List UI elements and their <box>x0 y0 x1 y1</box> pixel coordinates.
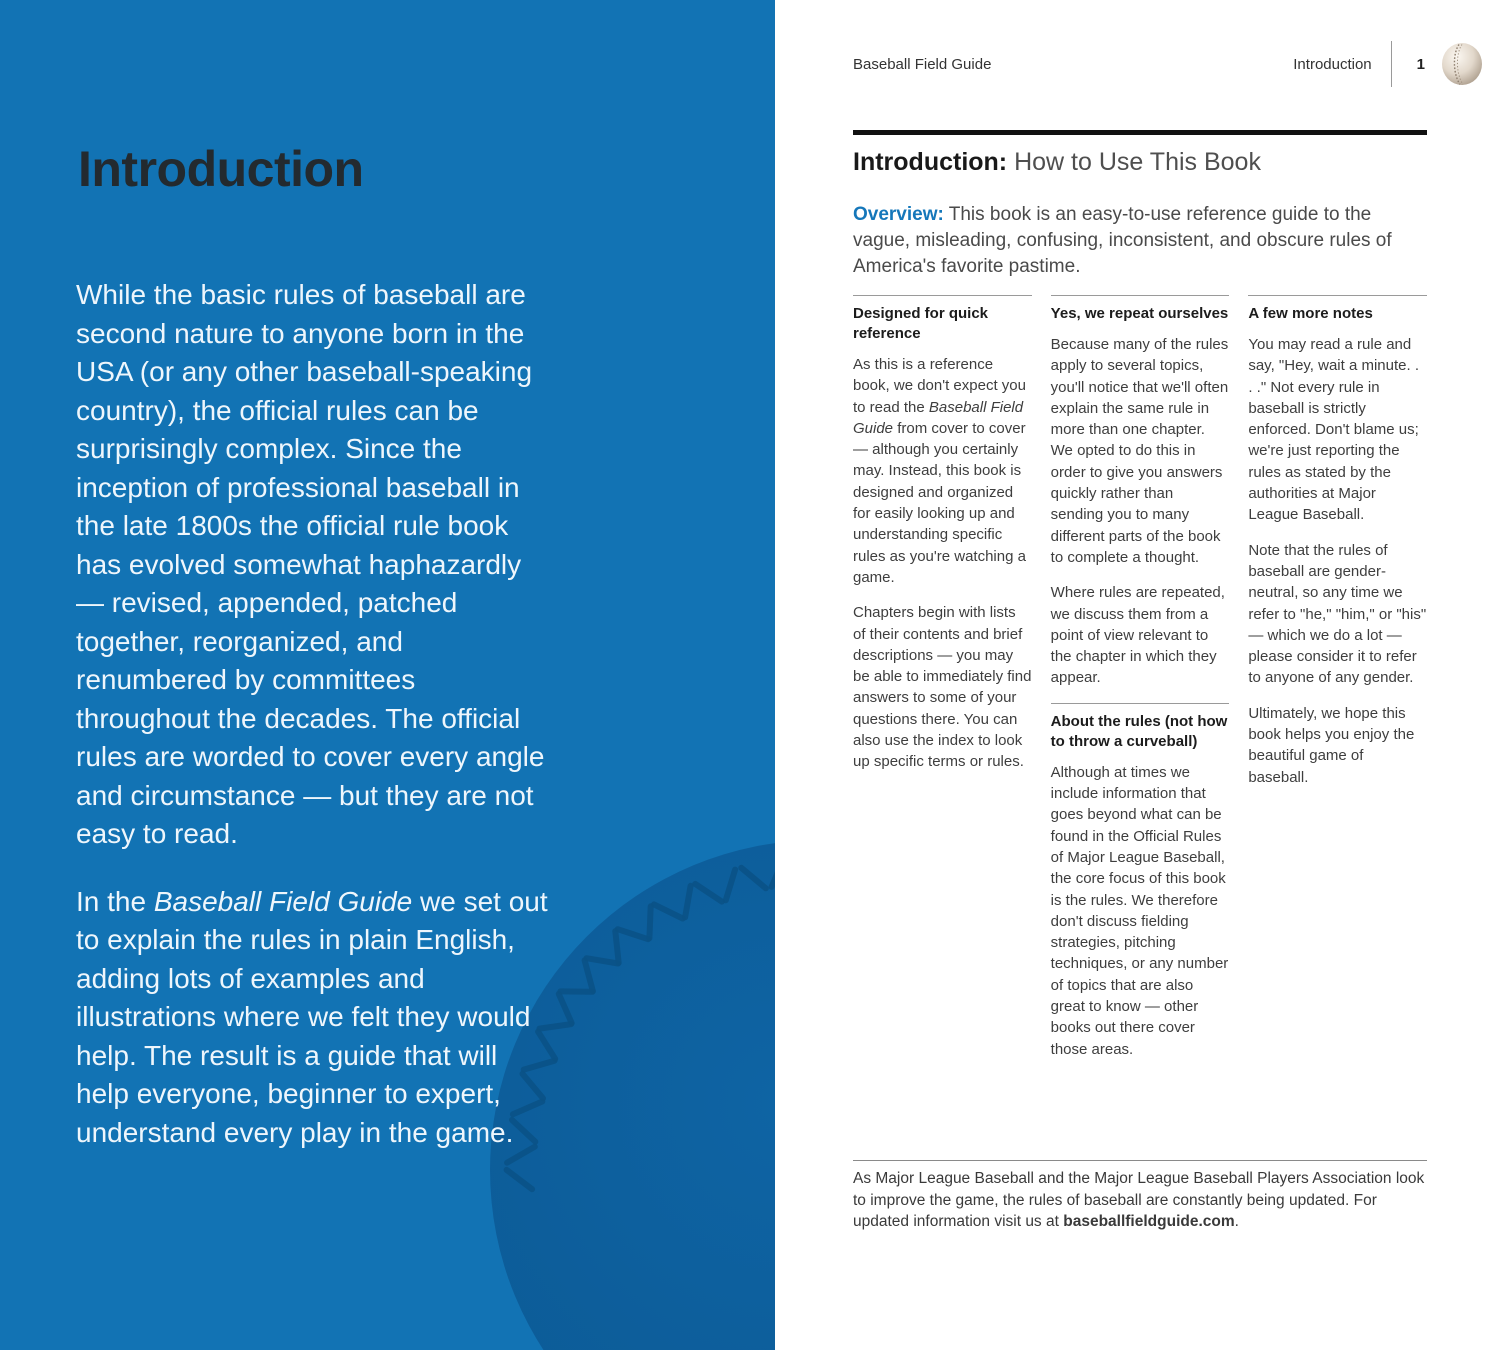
text-run: from cover to cover — although you certainly may. Instead, this book is designed and organized for easily looking up and understanding specific rules as you're watching a game. <box>853 419 1026 586</box>
text-run: This book is an easy-to-use reference guide to the vague, misleading, confusing, inconsistent, and obscure rules of America's favorite pastime. <box>853 204 1392 277</box>
chapter-intro-text <box>76 276 552 1181</box>
page-title-lead: Introduction: <box>853 148 1008 176</box>
section-heading: A few more notes <box>1248 305 1373 322</box>
running-head-book-title: Baseball Field Guide <box>853 55 992 73</box>
overview-paragraph <box>853 202 1419 280</box>
text-run: Because many of the rules apply to several topics, you'll notice that we'll often explain the same rule in more than one chapter. We opted to do this in order to give you answers quickly rather than sending you to many different parts of the book to complete a thought. <box>1050 336 1229 566</box>
page-header <box>853 38 1485 90</box>
text-run: As this is a reference book, we don't expect you to read the <box>853 356 1026 416</box>
section-paragraph <box>1051 334 1230 568</box>
section-paragraph <box>1051 762 1230 1060</box>
section-rule <box>1051 703 1230 704</box>
text-run: Baseball Field Guide <box>853 398 1024 437</box>
chapter-paragraph <box>76 276 552 854</box>
note-column <box>1051 295 1230 1074</box>
text-run: You may read a rule and say, "Hey, wait a minute. . . ." Not every rule in baseball is strictly enforced. Don't blame us; we're just reporting the rules as stated by the authorities at Major League Baseball. <box>1248 336 1420 524</box>
text-run: we set out to explain the rules in plain English, adding lots of examples and illustrations where we felt they would help. The result is a guide that will help everyone, beginner to expert, understand every play in the game. <box>76 885 548 1148</box>
section-paragraph <box>853 602 1032 772</box>
text-run: Overview: <box>853 204 944 225</box>
title-rule-bar <box>853 130 1427 135</box>
section-paragraph <box>1248 334 1427 526</box>
section-rule <box>1248 295 1427 296</box>
section-paragraph <box>853 354 1032 588</box>
text-run: Chapters begin with lists of their contents and brief descriptions — you may be able to immediately find answers to some of your questions there. You can also use the index to look up specific terms or rules. <box>853 604 1032 771</box>
text-run: Ultimately, we hope this book helps you enjoy the beautiful game of baseball. <box>1248 704 1415 786</box>
column-section <box>1051 703 1230 1060</box>
footer-rule <box>853 1160 1427 1161</box>
footer-note <box>853 1168 1427 1233</box>
text-run: Note that the rules of baseball are gender-neutral, so any time we refer to "he," "him," or "his" — which we do a lot — please consider it to refer to anyone of any gender. <box>1248 541 1427 687</box>
section-heading: Designed for quick reference <box>853 305 989 342</box>
section-heading: About the rules (not how to throw a curveball) <box>1050 712 1228 750</box>
columns <box>853 295 1427 1074</box>
running-head-section: Introduction <box>1293 55 1372 73</box>
text-run: . <box>1234 1213 1239 1230</box>
section-heading: Yes, we repeat ourselves <box>1050 305 1229 322</box>
section-paragraph <box>1051 582 1230 688</box>
chapter-title: Introduction <box>78 141 364 197</box>
text-run: Baseball Field Guide <box>153 885 413 917</box>
right-page <box>775 0 1500 1350</box>
page-title <box>853 148 1427 177</box>
section-paragraph <box>1248 703 1427 788</box>
column-section <box>1248 295 1427 788</box>
section-rule <box>1051 295 1230 296</box>
text-run: As Major League Baseball and the Major League Baseball Players Association look to improve the game, the rules of baseball are constantly being updated. For updated information visit us at <box>853 1170 1425 1230</box>
page-title-subtitle: How to Use This Book <box>1014 148 1261 176</box>
text-run: baseballfieldguide.com <box>1063 1213 1235 1230</box>
text-run: Although at times we include information that goes beyond what can be found in the Official Rules of Major League Baseball, the core focus of this book is the rules. We therefore don't discuss fielding strategies, pitching techniques, or any number of topics that are also great to know — other books out there cover those areas. <box>1050 763 1229 1058</box>
column-section <box>1051 295 1230 689</box>
section-rule <box>853 295 1032 296</box>
section-paragraph <box>1248 540 1427 689</box>
column-section <box>853 295 1032 773</box>
stitch-mark <box>649 906 650 938</box>
text-run: In the <box>76 885 154 917</box>
stitch-mark <box>615 931 618 963</box>
note-column <box>853 295 1032 1074</box>
page-number: 1 <box>1416 55 1425 73</box>
text-run: Where rules are repeated, we discuss them from a point of view relevant to the chapter in which they appear. <box>1050 584 1225 687</box>
header-divider <box>1391 41 1392 87</box>
baseball-icon <box>1439 41 1485 87</box>
note-column <box>1248 295 1427 1074</box>
text-run: While the basic rules of baseball are second nature to anyone born in the USA (or any other baseball-speaking country), the official rules can be surprisingly complex. Since the inception of professional baseball in the late 1800s the official rule book has evolved somewhat haphazardly — revised, appended, patched together, reorganized, and renumbered by committees throughout the decades. The official rules are worded to cover every angle and circumstance — but they are not easy to read. <box>76 279 545 849</box>
chapter-paragraph <box>76 883 552 1153</box>
